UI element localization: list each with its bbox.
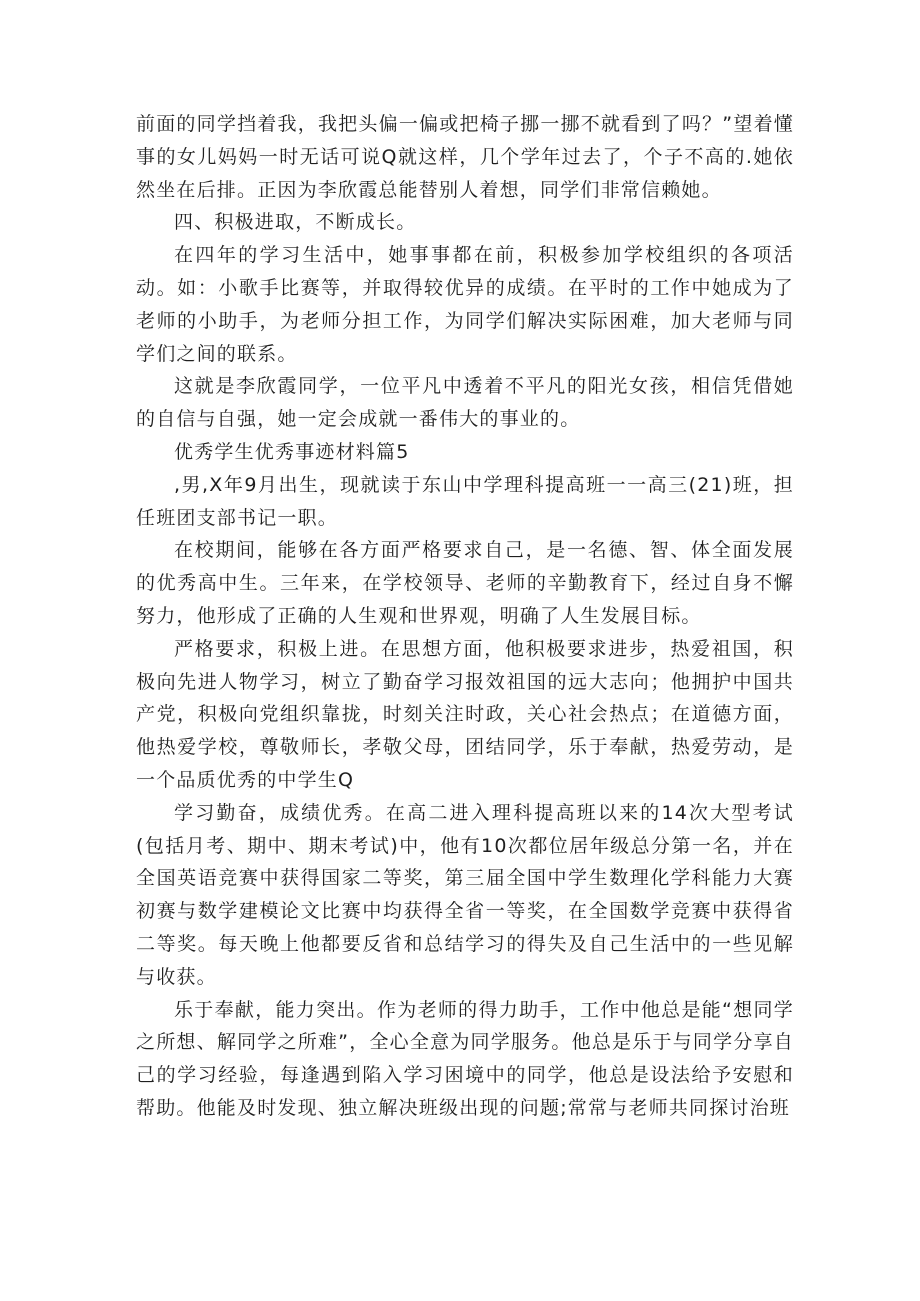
- paragraph-school-period: 在校期间，能够在各方面严格要求自己，是一名德、智、体全面发展的优秀高中生。三年来，在学校领导、老师的辛勤教育下，经过自身不懈努力，他形成了正确的人生观和世界观，明确了人生发展目标。: [136, 539, 794, 627]
- section-heading-four: 四、积极进取，不断成长。: [174, 211, 417, 234]
- paragraph-dedication: 乐于奉献，能力突出。作为老师的得力助手，工作中他总是能“想同学之所想、解同学之所难”，全心全意为同学服务。他总是乐于与同学分享自己的学习经验，每逢遇到陷入学习困境中的同学，他总是设法给予安慰和帮助。他能及时发现、独立解决班级出现的问题;常常与老师共同探讨治班: [136, 998, 794, 1119]
- paragraph-summary: 这就是李欣霞同学，一位平凡中透着不平凡的阳光女孩，相信凭借她的自信与自强，她一定会成就一番伟大的事业的。: [136, 375, 794, 431]
- paragraph-study-achievements: 学习勤奋，成绩优秀。在高二进入理科提高班以来的14次大型考试(包括月考、期中、期末考试)中，他有10次都位居年级总分第一名，并在全国英语竞赛中获得国家二等奖，第三届全国中学生数理化学科能力大赛初赛与数学建模论文比赛中均获得全省一等奖，在全国数学竞赛中获得省二等奖。每天晚上他都要反省和总结学习的得失及自己生活中的一些见解与收获。: [136, 801, 794, 988]
- paragraph-continued-story: 前面的同学挡着我，我把头偏一偏或把椅子挪一挪不就看到了吗？”望着懂事的女儿妈妈一时无话可说Q就这样，几个学年过去了，个子不高的.她依然坐在后排。正因为李欣霞总能替别人着想，同学们非常信赖她。: [136, 113, 794, 201]
- paragraph-strict-requirements: 严格要求，积极上进。在思想方面，他积极要求进步，热爱祖国，积极向先进人物学习，树立了勤奋学习报效祖国的远大志向；他拥护中国共产党，积极向党组织靠拢，时刻关注时政，关心社会热点；在道德方面，他热爱学校，尊敬师长，孝敬父母，团结同学，乐于奉献，热爱劳动，是一个品质优秀的中学生Q: [136, 637, 794, 791]
- body-text: [136, 108, 794, 1125]
- paragraph-activities: 在四年的学习生活中，她事事都在前，积极参加学校组织的各项活动。如：小歌手比赛等，并取得较优异的成绩。在平时的工作中她成为了老师的小助手，为老师分担工作，为同学们解决实际困难，加大老师与同学们之间的联系。: [136, 244, 794, 365]
- paragraph-intro: ,男,X年9月出生，现就读于东山中学理科提高班一一高三(21)班，担任班团支部书记一职。: [136, 473, 794, 529]
- article-title-5: 优秀学生优秀事迹材料篇5: [174, 440, 410, 463]
